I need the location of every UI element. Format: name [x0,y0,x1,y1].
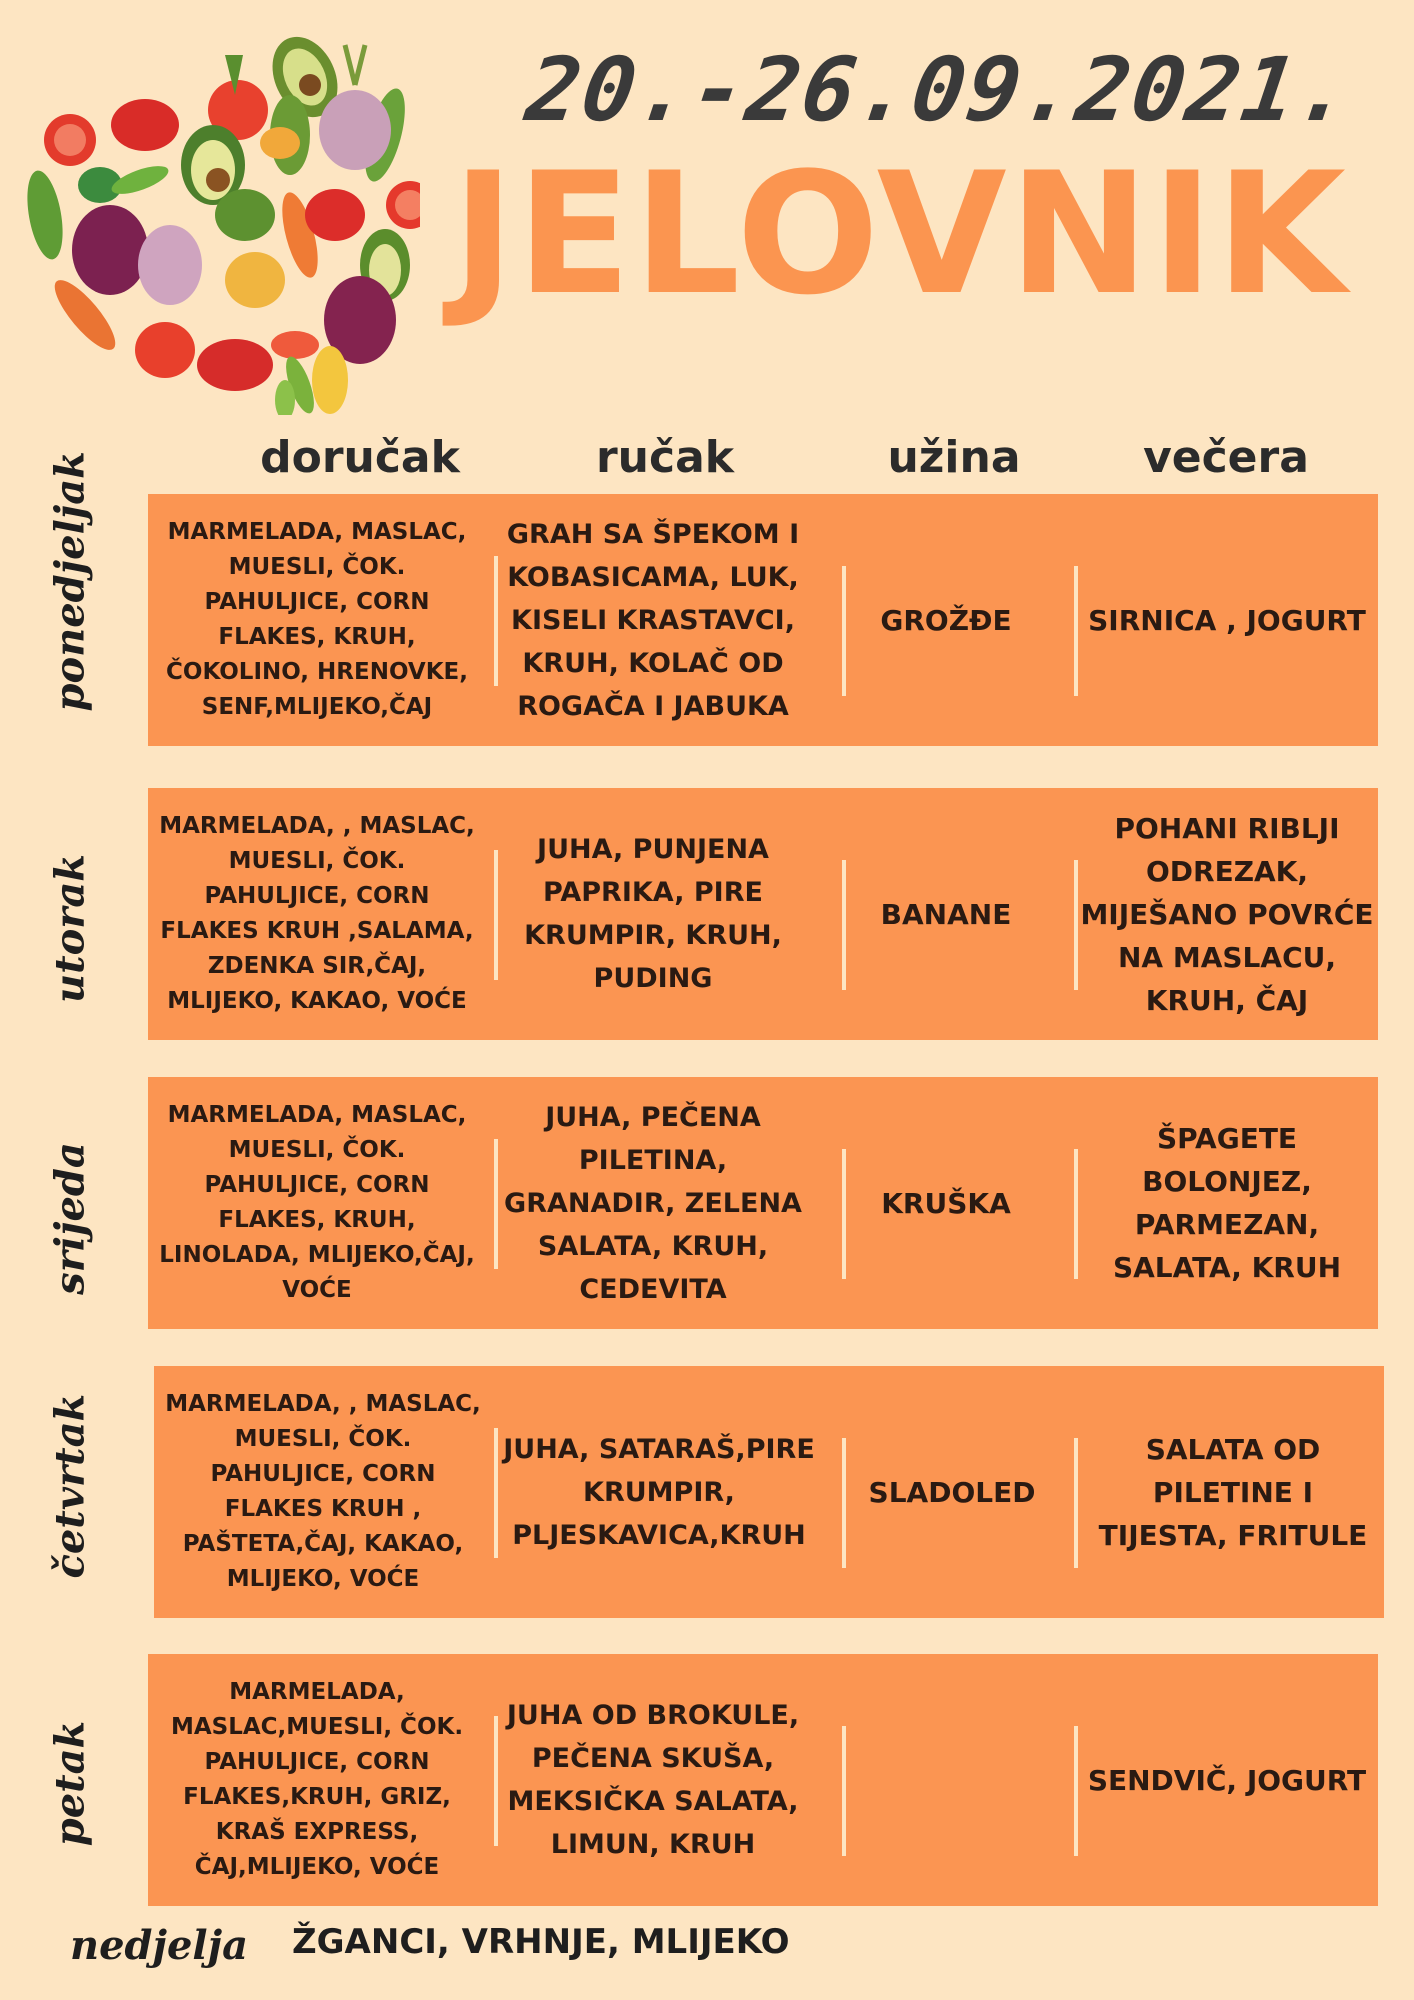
cell-rucak: JUHA, PEČENA PILETINA, GRANADIR, ZELENA SALATA, KRUH, CEDEVITA [504,1101,802,1305]
cell-uzina: SLADOLED [868,1475,1036,1509]
cell-rucak: GRAH SA ŠPEKOM I KOBASICAMA, LUK, KISELI KRASTAVCI, KRUH, KOLAČ OD ROGAČA I JABUKA [506,518,800,722]
menu-row-utorak [148,788,1378,1040]
cell-vecera: SALATA OD PILETINE I TIJESTA, FRITULE [1098,1432,1368,1552]
menu-row-srijeda [148,1077,1378,1329]
day-label-cetvrtak: četvrtak [46,1393,94,1579]
cell-vecera: POHANI RIBLJI ODREZAK, MIJEŠANO POVRĆE NA MASLACU, KRUH, ČAJ [1080,811,1374,1017]
day-label-utorak: utorak [46,854,94,1003]
column-header-uzina: užina [887,432,1021,483]
day-label-petak: petak [46,1720,94,1847]
cell-dorucak: MARMELADA, , MASLAC, MUESLI, ČOK. PAHULJICE, CORN FLAKES KRUH ,SALAMA, ZDENKA SIR,ČAJ, MLIJEKO, KAKAO, VOĆE [159,813,475,1014]
menu-title: JELOVNIK [452,136,1348,332]
cell-uzina: KRUŠKA [881,1186,1011,1220]
day-label-nedjelja: nedjelja [70,1922,249,1969]
cell-dorucak: MARMELADA, , MASLAC, MUESLI, ČOK. PAHULJICE, CORN FLAKES KRUH , PAŠTETA,ČAJ, KAKAO, MLIJEKO, VOĆE [165,1391,481,1592]
cell-rucak: JUHA OD BROKULE, PEČENA SKUŠA, MEKSIČKA SALATA, LIMUN, KRUH [506,1700,800,1860]
cell-dorucak: MARMELADA, MASLAC, MUESLI, ČOK. PAHULJICE, CORN FLAKES, KRUH, ČOKOLINO, HRENOVKE, SENF,MLIJEKO,ČAJ [166,519,468,720]
vegetable-heart-icon [10,15,420,415]
column-header-dorucak: doručak [260,432,460,483]
cell-vecera: SENDVIČ, JOGURT [1087,1763,1367,1797]
cell-vecera: ŠPAGETE BOLONJEZ, PARMEZAN, SALATA, KRUH [1112,1122,1342,1284]
menu-row-cetvrtak [154,1366,1384,1618]
cell-vecera: SIRNICA , JOGURT [1088,603,1366,637]
column-header-vecera: večera [1143,432,1309,483]
column-divider [1074,1438,1078,1568]
menu-date-range: 20.-26.09.2021. [520,38,1360,141]
menu-row-petak [148,1654,1378,1906]
cell-dorucak: MARMELADA, MASLAC,MUESLI, ČOK. PAHULJICE, CORN FLAKES,KRUH, GRIZ, KRAŠ EXPRESS, ČAJ,MLIJEKO, VOĆE [170,1679,464,1880]
cell-uzina: GROŽĐE [880,603,1012,637]
cell-dorucak: MARMELADA, MASLAC, MUESLI, ČOK. PAHULJICE, CORN FLAKES, KRUH, LINOLADA, MLIJEKO,ČAJ, VOĆE [159,1102,475,1303]
day-label-srijeda: srijeda [46,1142,94,1295]
column-header-rucak: ručak [595,432,735,483]
cell-uzina: BANANE [880,897,1012,931]
sunday-menu: ŽGANCI, VRHNJE, MLIJEKO [292,1922,790,1962]
menu-row-ponedjeljak [148,494,1378,746]
day-label-ponedjeljak: ponedjeljak [46,451,94,712]
cell-rucak: JUHA, SATARAŠ,PIRE KRUMPIR, PLJESKAVICA,KRUH [503,1433,815,1551]
cell-rucak: JUHA, PUNJENA PAPRIKA, PIRE KRUMPIR, KRUH, PUDING [524,834,782,994]
cell-uzina [838,1654,1054,1906]
